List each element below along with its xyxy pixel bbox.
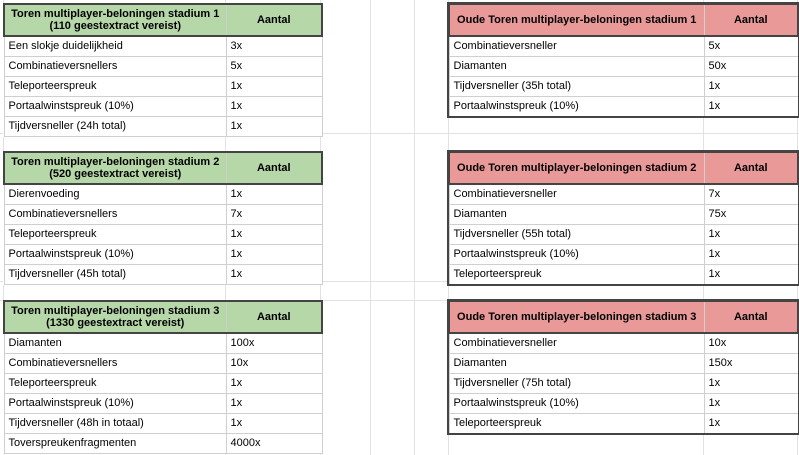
table-row[interactable] [4, 245, 322, 265]
table-title: Oude Toren multiplayer-beloningen stadium 2 [449, 152, 704, 184]
reward-name[interactable]: Diamanten [449, 57, 704, 77]
reward-name[interactable]: Diamanten [4, 333, 226, 354]
reward-name[interactable]: Teleporteerspreuk [4, 225, 226, 245]
table-old-tower-stage-2 [448, 151, 799, 285]
reward-amount[interactable]: 50x [704, 57, 798, 77]
table-row[interactable] [4, 57, 322, 77]
table-title: Toren multiplayer-beloningen stadium 3 (1330 geestextract vereist) [4, 301, 226, 333]
table-row[interactable] [449, 245, 798, 265]
grid-line [414, 0, 415, 455]
table-row[interactable] [449, 414, 798, 434]
grid-line [370, 0, 371, 455]
table-title: Oude Toren multiplayer-beloningen stadium 1 [449, 4, 704, 36]
reward-name[interactable]: Portaalwinstspreuk (10%) [449, 245, 704, 265]
table-row[interactable] [449, 77, 798, 97]
reward-amount[interactable]: 1x [226, 265, 322, 285]
reward-amount[interactable]: 1x [226, 374, 322, 394]
table-row[interactable] [449, 184, 798, 205]
table-title: Toren multiplayer-beloningen stadium 2 (520 geestextract vereist) [4, 152, 226, 184]
reward-name[interactable]: Dierenvoeding [4, 184, 226, 205]
reward-amount[interactable]: 1x [226, 245, 322, 265]
reward-amount[interactable]: 1x [704, 225, 798, 245]
reward-name[interactable]: Tijdversneller (35h total) [449, 77, 704, 97]
reward-name[interactable]: Portaalwinstspreuk (10%) [449, 97, 704, 117]
reward-amount[interactable]: 1x [704, 97, 798, 117]
reward-amount[interactable]: 1x [704, 265, 798, 285]
table-row[interactable] [4, 374, 322, 394]
table-header [4, 301, 322, 333]
reward-name[interactable]: Teleporteerspreuk [449, 265, 704, 285]
reward-name[interactable]: Een slokje duidelijkheid [4, 36, 226, 57]
table-header [4, 152, 322, 184]
reward-name[interactable]: Portaalwinstspreuk (10%) [4, 245, 226, 265]
table-title: Toren multiplayer-beloningen stadium 1 (110 geestextract vereist) [4, 4, 226, 36]
table-row[interactable] [4, 354, 322, 374]
reward-amount[interactable]: 1x [226, 184, 322, 205]
reward-amount[interactable]: 1x [704, 245, 798, 265]
column-header-amount: Aantal [704, 4, 798, 36]
reward-amount[interactable]: 5x [226, 57, 322, 77]
reward-amount[interactable]: 5x [704, 36, 798, 57]
table-row[interactable] [4, 225, 322, 245]
reward-amount[interactable]: 75x [704, 205, 798, 225]
reward-name[interactable]: Portaalwinstspreuk (10%) [4, 394, 226, 414]
column-header-amount: Aantal [226, 4, 322, 36]
table-header [449, 152, 798, 184]
reward-name[interactable]: Diamanten [449, 354, 704, 374]
column-header-amount: Aantal [226, 301, 322, 333]
reward-name[interactable]: Portaalwinstspreuk (10%) [449, 394, 704, 414]
reward-amount[interactable]: 7x [704, 184, 798, 205]
reward-amount[interactable]: 10x [704, 333, 798, 354]
table-header [449, 301, 798, 333]
reward-name[interactable]: Combinatieversneller [449, 333, 704, 354]
table-row[interactable] [4, 184, 322, 205]
reward-name[interactable]: Diamanten [449, 205, 704, 225]
table-row[interactable] [449, 205, 798, 225]
reward-amount[interactable]: 10x [226, 354, 322, 374]
table-old-tower-stage-1 [448, 3, 799, 117]
reward-amount[interactable]: 1x [226, 394, 322, 414]
table-row[interactable] [4, 205, 322, 225]
table-tower-stage-1 [3, 3, 323, 137]
reward-name[interactable]: Teleporteerspreuk [4, 77, 226, 97]
reward-amount[interactable]: 4000x [226, 434, 322, 454]
reward-amount[interactable]: 1x [704, 77, 798, 97]
table-row[interactable] [449, 333, 798, 354]
table-row[interactable] [4, 414, 322, 434]
table-row[interactable] [4, 333, 322, 354]
table-header [449, 4, 798, 36]
reward-amount[interactable]: 7x [226, 205, 322, 225]
table-row[interactable] [449, 354, 798, 374]
reward-name[interactable]: Combinatieversnellers [4, 57, 226, 77]
reward-amount[interactable]: 1x [226, 225, 322, 245]
reward-amount[interactable]: 1x [704, 374, 798, 394]
table-tower-stage-2 [3, 151, 323, 285]
table-row[interactable] [4, 77, 322, 97]
table-old-tower-stage-3 [448, 300, 799, 434]
table-row[interactable] [449, 265, 798, 285]
reward-name[interactable]: Tijdversneller (45h total) [4, 265, 226, 285]
table-title: Oude Toren multiplayer-beloningen stadium 3 [449, 301, 704, 333]
table-row[interactable] [449, 97, 798, 117]
reward-amount[interactable]: 150x [704, 354, 798, 374]
table-row[interactable] [4, 36, 322, 57]
column-header-amount: Aantal [226, 152, 322, 184]
reward-name[interactable]: Teleporteerspreuk [4, 374, 226, 394]
reward-name[interactable]: Portaalwinstspreuk (10%) [4, 97, 226, 117]
reward-name[interactable]: Combinatieversneller [449, 184, 704, 205]
table-tower-stage-3 [3, 300, 323, 454]
reward-amount[interactable]: 1x [226, 97, 322, 117]
reward-name[interactable]: Tijdversneller (24h total) [4, 117, 226, 137]
column-header-amount: Aantal [704, 152, 798, 184]
table-header [4, 4, 322, 36]
reward-name[interactable]: Tijdversneller (75h total) [449, 374, 704, 394]
table-row[interactable] [449, 394, 798, 414]
table-row[interactable] [449, 36, 798, 57]
reward-amount[interactable]: 1x [226, 77, 322, 97]
reward-name[interactable]: Combinatieversnellers [4, 205, 226, 225]
reward-name[interactable]: Combinatieversneller [449, 36, 704, 57]
reward-amount[interactable]: 1x [704, 414, 798, 434]
reward-name[interactable]: Teleporteerspreuk [449, 414, 704, 434]
reward-name[interactable]: Combinatieversnellers [4, 354, 226, 374]
table-row[interactable] [4, 394, 322, 414]
table-row[interactable] [449, 374, 798, 394]
reward-amount[interactable]: 1x [226, 414, 322, 434]
table-row[interactable] [4, 117, 322, 137]
reward-amount[interactable]: 100x [226, 333, 322, 354]
table-row[interactable] [4, 97, 322, 117]
reward-name[interactable]: Toverspreukenfragmenten [4, 434, 226, 454]
reward-name[interactable]: Tijdversneller (48h in totaal) [4, 414, 226, 434]
table-row[interactable] [449, 225, 798, 245]
reward-amount[interactable]: 3x [226, 36, 322, 57]
table-row[interactable] [4, 434, 322, 454]
table-row[interactable] [4, 265, 322, 285]
reward-amount[interactable]: 1x [704, 394, 798, 414]
reward-amount[interactable]: 1x [226, 117, 322, 137]
column-header-amount: Aantal [704, 301, 798, 333]
reward-name[interactable]: Tijdversneller (55h total) [449, 225, 704, 245]
table-row[interactable] [449, 57, 798, 77]
